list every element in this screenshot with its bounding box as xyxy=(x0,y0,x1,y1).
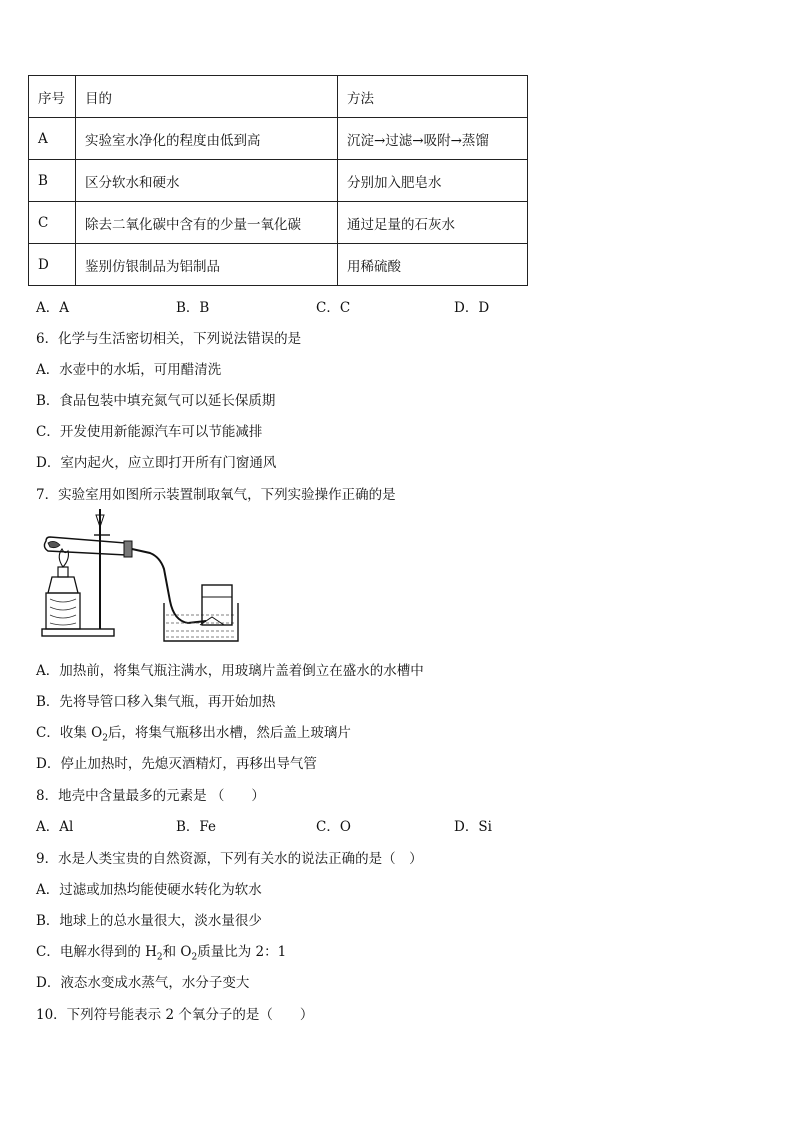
q8-choice-a[interactable]: A．Al xyxy=(36,819,74,835)
q7-option-a[interactable]: A．加热前，将集气瓶注满水，用玻璃片盖着倒立在盛水的水槽中 xyxy=(36,663,424,679)
q7-stem: 7．实验室用如图所示装置制取氧气，下列实验操作正确的是 xyxy=(36,487,396,503)
q9-option-c[interactable] xyxy=(36,940,286,963)
row-no: D xyxy=(29,244,76,286)
q9-option-a[interactable]: A．过滤或加热均能使硬水转化为软水 xyxy=(36,882,262,898)
row-method: 沉淀→过滤→吸附→蒸馏 xyxy=(338,118,528,160)
q5-options-table xyxy=(28,75,528,286)
q9-option-c-sub1: 2 xyxy=(156,952,163,963)
row-method: 通过足量的石灰水 xyxy=(338,202,528,244)
q7-option-c-sub: 2 xyxy=(102,733,108,744)
q8-choice-d[interactable]: D．Si xyxy=(454,819,492,835)
row-no: B xyxy=(29,160,76,202)
row-method: 用稀硫酸 xyxy=(338,244,528,286)
q9-option-d[interactable]: D．液态水变成水蒸气，水分子变大 xyxy=(36,975,250,991)
header-goal: 目的 xyxy=(76,76,338,118)
row-no: C xyxy=(29,202,76,244)
q6-stem: 6．化学与生活密切相关，下列说法错误的是 xyxy=(36,331,302,347)
q5-choice-b[interactable]: B．B xyxy=(176,300,210,316)
q9-stem: 9．水是人类宝贵的自然资源，下列有关水的说法正确的是（ ） xyxy=(36,851,423,867)
q6-option-d[interactable]: D．室内起火，应立即打开所有门窗通风 xyxy=(36,455,277,471)
q7-option-c[interactable] xyxy=(36,721,351,744)
q6-option-a[interactable]: A．水壶中的水垢，可用醋清洗 xyxy=(36,362,222,378)
row-goal: 鉴别仿银制品为铝制品 xyxy=(76,244,338,286)
q6-option-c[interactable]: C．开发使用新能源汽车可以节能减排 xyxy=(36,424,263,440)
q5-choice-a[interactable]: A．A xyxy=(36,300,69,316)
q8-choice-c[interactable]: C．O xyxy=(316,819,351,835)
table-row xyxy=(29,244,528,286)
q9-option-c-pre: C．电解水得到的 H xyxy=(36,944,157,960)
row-method: 分别加入肥皂水 xyxy=(338,160,528,202)
q7-option-c-post: 后，将集气瓶移出水槽，然后盖上玻璃片 xyxy=(107,725,351,741)
table-row xyxy=(29,118,528,160)
q5-choice-d[interactable]: D．D xyxy=(454,300,490,316)
row-goal: 除去二氧化碳中含有的少量一氧化碳 xyxy=(76,202,338,244)
q10-stem: 10．下列符号能表示 2 个氧分子的是（ ） xyxy=(36,1007,314,1023)
q7-option-c-pre: C．收集 O xyxy=(36,725,103,741)
oxygen-apparatus-figure xyxy=(38,505,248,645)
q9-option-c-mid: 和 O xyxy=(162,944,192,960)
table-header-row xyxy=(29,76,528,118)
q7-option-b[interactable]: B．先将导管口移入集气瓶，再开始加热 xyxy=(36,694,276,710)
table-row xyxy=(29,160,528,202)
q9-option-b[interactable]: B．地球上的总水量很大，淡水量很少 xyxy=(36,913,262,929)
q7-option-d[interactable]: D．停止加热时，先熄灭酒精灯，再移出导气管 xyxy=(36,756,317,772)
header-no: 序号 xyxy=(29,76,76,118)
header-method: 方法 xyxy=(338,76,528,118)
row-goal: 区分软水和硬水 xyxy=(76,160,338,202)
q5-choice-c[interactable]: C．C xyxy=(316,300,351,316)
row-goal: 实验室水净化的程度由低到高 xyxy=(76,118,338,160)
q8-stem: 8．地壳中含量最多的元素是 （ ） xyxy=(36,788,265,804)
q9-option-c-sub2: 2 xyxy=(191,952,198,963)
q6-option-b[interactable]: B．食品包装中填充氮气可以延长保质期 xyxy=(36,393,276,409)
row-no: A xyxy=(29,118,76,160)
table-row xyxy=(29,202,528,244)
q8-choice-b[interactable]: B．Fe xyxy=(176,819,217,835)
q9-option-c-post: 质量比为 2：1 xyxy=(197,944,287,960)
